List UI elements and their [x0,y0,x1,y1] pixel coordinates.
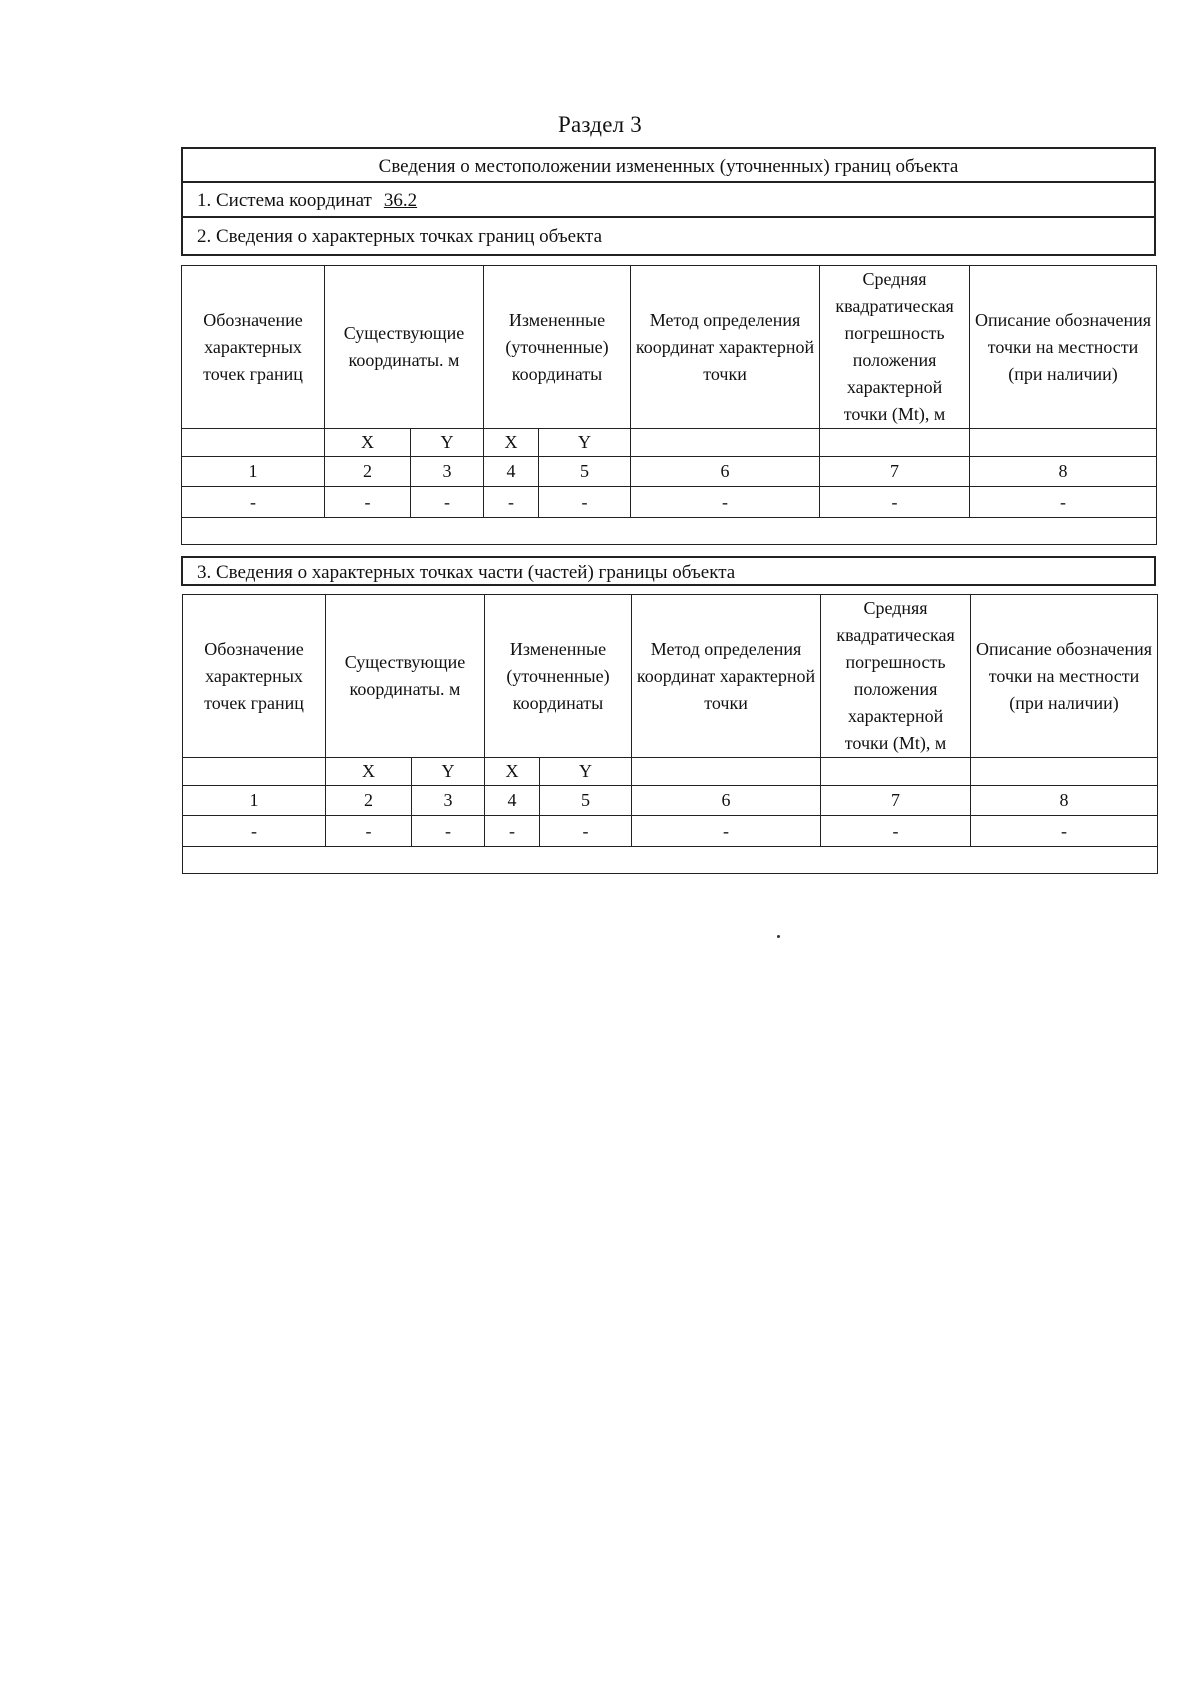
header-description: Описание обозначения точки на местности (при наличии) [971,595,1158,758]
empty-cell [182,518,1157,545]
header-existing-coords: Существующие координаты. м [326,595,485,758]
coordinate-system-value: 36.2 [383,190,418,211]
column-number: 2 [325,457,411,487]
y-label: Y [411,429,484,457]
header-mean-error: Средняя квадратическая погрешность положения характерной точки (Mt), м [821,595,971,758]
table-cell: - [821,816,971,847]
table-cell: - [326,816,412,847]
column-number: 7 [820,457,970,487]
table-header-row [183,595,1158,758]
column-number: 7 [821,786,971,816]
column-number: 1 [182,457,325,487]
coordinate-system-row [181,183,1156,218]
blank-cell [821,758,971,786]
table-cell: - [631,487,820,518]
parts-info-label: 3. Сведения о характерных точках части (частей) границы объекта [181,556,1156,586]
table-cell: - [182,487,325,518]
header-existing-coords: Существующие координаты. м [325,266,484,429]
x-label: X [485,758,540,786]
page-title: Раздел 3 [558,112,642,137]
scan-speck [777,935,780,938]
table-row [183,816,1158,847]
xy-row [182,429,1157,457]
table-cell: - [484,487,539,518]
blank-cell [631,429,820,457]
table-cell: - [820,487,970,518]
table-cell: - [325,487,411,518]
blank-cell [182,429,325,457]
y-label: Y [539,429,631,457]
blank-cell [820,429,970,457]
blank-cell [971,758,1158,786]
section-header: Сведения о местоположении измененных (уточненных) границ объекта [181,147,1156,183]
table-cell: - [485,816,540,847]
points-info-label: 2. Сведения о характерных точках границ объекта [181,218,1156,256]
column-number: 5 [540,786,632,816]
x-label: X [326,758,412,786]
column-number: 1 [183,786,326,816]
blank-cell [183,758,326,786]
header-changed-coords: Измененные (уточненные) координаты [484,266,631,429]
column-number: 6 [632,786,821,816]
table-cell: - [632,816,821,847]
column-number: 4 [484,457,539,487]
column-number: 6 [631,457,820,487]
table-row [182,487,1157,518]
boundary-points-table [181,265,1157,545]
header-point-designation: Обозначение характерных точек границ [182,266,325,429]
y-label: Y [412,758,485,786]
table-cell: - [539,487,631,518]
header-point-designation: Обозначение характерных точек границ [183,595,326,758]
empty-row [182,518,1157,545]
coordinate-system-label: 1. Система координат [197,190,372,211]
table-cell: - [411,487,484,518]
table-cell: - [540,816,632,847]
column-number-row [183,786,1158,816]
column-number: 3 [412,786,485,816]
table-header-row [182,266,1157,429]
xy-row [183,758,1158,786]
empty-row [183,847,1158,874]
x-label: X [325,429,411,457]
header-method: Метод определения координат характерной точки [631,266,820,429]
column-number: 4 [485,786,540,816]
column-number-row [182,457,1157,487]
header-changed-coords: Измененные (уточненные) координаты [485,595,632,758]
header-description: Описание обозначения точки на местности (при наличии) [970,266,1157,429]
blank-cell [970,429,1157,457]
table-cell: - [183,816,326,847]
table-cell: - [412,816,485,847]
empty-cell [183,847,1158,874]
column-number: 8 [971,786,1158,816]
column-number: 2 [326,786,412,816]
blank-cell [632,758,821,786]
header-mean-error: Средняя квадратическая погрешность положения характерной точки (Mt), м [820,266,970,429]
y-label: Y [540,758,632,786]
table-cell: - [970,487,1157,518]
part-points-table [182,594,1158,874]
column-number: 8 [970,457,1157,487]
column-number: 5 [539,457,631,487]
header-method: Метод определения координат характерной точки [632,595,821,758]
x-label: X [484,429,539,457]
table-cell: - [971,816,1158,847]
column-number: 3 [411,457,484,487]
